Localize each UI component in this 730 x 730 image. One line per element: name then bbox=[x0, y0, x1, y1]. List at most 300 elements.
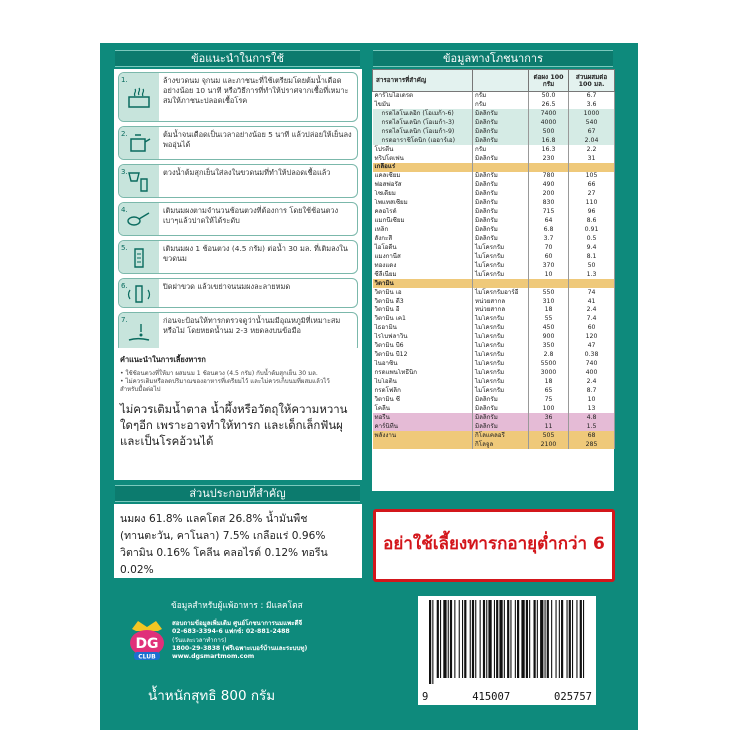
nutrition-row bbox=[373, 181, 615, 190]
nutrition-row bbox=[373, 431, 615, 440]
barcode-bar bbox=[526, 600, 528, 678]
barcode-bar bbox=[507, 600, 509, 678]
nutrient-unit: ไมโครกรัม bbox=[473, 342, 529, 351]
contact-info bbox=[172, 620, 362, 661]
barcode-bar bbox=[517, 600, 519, 678]
nutrient-unit: หน่วยสากล bbox=[473, 306, 529, 315]
barcode-bar bbox=[472, 600, 474, 678]
nutrient-name: เหล็ก bbox=[373, 226, 473, 235]
nutrient-per100ml: 540 bbox=[569, 118, 615, 127]
sugar-warning: ไม่ควรเติมน้ำตาล น้ำผึ้งหรือวัตถุให้ความหวานใดๆอีก เพราะอาจทำให้ทารก และเด็กเล็กฟันผุ และเป็นโรคอ้วนได้ bbox=[120, 402, 348, 448]
nutrition-row bbox=[373, 306, 615, 315]
nutrient-per100g bbox=[529, 163, 569, 172]
nutrient-per100g: 16.3 bbox=[529, 145, 569, 154]
nutrient-name: ซีลีเนียม bbox=[373, 270, 473, 279]
nutrient-unit: ไมโครกรัมอาร์อี bbox=[473, 288, 529, 297]
nutrition-row bbox=[373, 163, 615, 172]
recommendation-line: • ใช้ช้อนตวงที่ให้มา ผสมนม 1 ช้อนตวง (4.5 กรัม) กับน้ำต้มสุกเย็น 30 มล. bbox=[120, 370, 318, 377]
nutrient-per100ml: 74 bbox=[569, 288, 615, 297]
wrist-test-icon: 7. bbox=[119, 313, 159, 352]
nutrient-unit: ไมโครกรัม bbox=[473, 369, 529, 378]
nutrition-row bbox=[373, 190, 615, 199]
nutrition-row bbox=[373, 252, 615, 261]
nutrient-name: คาร์นิทีน bbox=[373, 422, 473, 431]
nutrient-per100ml: 2.2 bbox=[569, 145, 615, 154]
nutrient-per100g: 36 bbox=[529, 413, 569, 422]
barcode-bar bbox=[537, 600, 538, 678]
step-4-text: เติมนมผงตามจำนวนช้อนตวงที่ต้องการ โดยใช้ช้อนตวงเบาๆแล้วปาดให้ได้ระดับ bbox=[163, 206, 339, 225]
nutrition-row bbox=[373, 208, 615, 217]
nutrient-per100ml: 2.04 bbox=[569, 136, 615, 145]
recommendation-line: • ไม่ควรเติมหรือลดปริมาณของอาหารที่เตรียมไว้ และไม่ควรเก็บนมที่ผสมแล้วไว้ bbox=[120, 378, 330, 385]
nutrition-table bbox=[372, 69, 614, 491]
step-4 bbox=[118, 202, 358, 236]
nutrient-per100g: 830 bbox=[529, 199, 569, 208]
step-1-text: ล้างขวดนม จุกนม และภาชนะที่ใช้เตรียมโดยต้มน้ำเดือดอย่างน้อย 10 นาที หรือวิธีการที่ทำให้ปราศจากเชื้อที่เหมาะสมให้ภาชนะปลอดเชื้อโรค bbox=[163, 76, 349, 105]
step-1 bbox=[118, 72, 358, 122]
age-warning: อย่าใช้เลี้ยงทารกอายุต่ำกว่า 6 bbox=[373, 509, 615, 582]
nutrition-row bbox=[373, 199, 615, 208]
step-3 bbox=[118, 164, 358, 198]
nutrient-name: คลอไรด์ bbox=[373, 208, 473, 217]
nutrient-per100g: 70 bbox=[529, 243, 569, 252]
barcode-bar bbox=[534, 600, 536, 678]
nutrient-per100g: 2.8 bbox=[529, 351, 569, 360]
ingredients-panel bbox=[114, 504, 362, 578]
nutrition-title: ข้อมูลทางโภชนาการ bbox=[373, 50, 613, 67]
barcode-bar bbox=[556, 600, 557, 678]
nutrient-per100ml: 66 bbox=[569, 181, 615, 190]
barcode-bar bbox=[510, 600, 511, 678]
nutrient-per100ml: 0.38 bbox=[569, 351, 615, 360]
barcode-digit-group: 025757 bbox=[554, 691, 592, 703]
nutrient-unit: หน่วยสากล bbox=[473, 297, 529, 306]
nutrient-per100g: 11 bbox=[529, 422, 569, 431]
barcode-bar bbox=[540, 600, 543, 678]
barcode-bar bbox=[494, 600, 495, 678]
barcode-bar bbox=[545, 600, 546, 678]
nutrient-name: สังกะสี bbox=[373, 235, 473, 244]
nutrient-per100ml bbox=[569, 279, 615, 288]
barcode-bar bbox=[496, 600, 498, 678]
nutrition-row bbox=[373, 413, 615, 422]
nutrient-per100ml: 50 bbox=[569, 261, 615, 270]
nutrient-unit: ไมโครกรัม bbox=[473, 252, 529, 261]
nutrition-row bbox=[373, 100, 615, 109]
step-6-text: ปิดฝาขวด แล้วเขย่าจนนมผงละลายหมด bbox=[163, 282, 291, 291]
nutrient-per100ml: 13 bbox=[569, 404, 615, 413]
barcode-bar bbox=[576, 600, 577, 678]
nutrition-row bbox=[373, 288, 615, 297]
nutrition-row bbox=[373, 92, 615, 101]
nutrient-per100ml: 9.4 bbox=[569, 243, 615, 252]
barcode-bar bbox=[462, 600, 463, 678]
nutrient-per100g: 500 bbox=[529, 127, 569, 136]
nutrient-unit: ไมโครกรัม bbox=[473, 351, 529, 360]
contact-line: (วันและเวลาทำการ) bbox=[172, 636, 227, 644]
nutrient-name: กรดไลโนเลอิก (โอเมก้า-6) bbox=[373, 109, 473, 118]
barcode-bar bbox=[437, 600, 439, 678]
nutrient-unit: มิลลิกรัม bbox=[473, 127, 529, 136]
barcode-bar bbox=[547, 600, 549, 678]
nutrient-per100g: 490 bbox=[529, 181, 569, 190]
step-7-text: ก่อนจะป้อนให้ทารกตรวจดูว่าน้ำนมมีอุณหภูมิที่เหมาะสมหรือไม่ โดยหยดน้ำนม 2-3 หยดลงบนข้อมือ bbox=[163, 316, 341, 335]
nutrition-row bbox=[373, 369, 615, 378]
barcode-bar bbox=[561, 600, 563, 678]
nutrient-per100g: 18 bbox=[529, 306, 569, 315]
nutrient-name: ไบโอติน bbox=[373, 378, 473, 387]
nutrient-unit: ไมโครกรัม bbox=[473, 378, 529, 387]
nutrient-per100ml: 31 bbox=[569, 154, 615, 163]
step-5 bbox=[118, 240, 358, 274]
barcode-bar bbox=[580, 600, 582, 678]
nutrient-unit: มิลลิกรัม bbox=[473, 109, 529, 118]
barcode-bar bbox=[572, 600, 573, 678]
nutrition-row bbox=[373, 333, 615, 342]
nutrient-per100g: 16.8 bbox=[529, 136, 569, 145]
nutrient-per100ml: 68 bbox=[569, 431, 615, 440]
nutrient-unit: ไมโครกรัม bbox=[473, 360, 529, 369]
barcode-bar bbox=[480, 600, 481, 678]
barcode-bar bbox=[464, 600, 466, 678]
barcode-bar bbox=[529, 600, 530, 678]
nutrition-row bbox=[373, 404, 615, 413]
nutrient-name: กรดโฟลิก bbox=[373, 386, 473, 395]
nutrient-name: กรดไลโนเลนิก (โอเมก้า-3) bbox=[373, 118, 473, 127]
nutrient-unit: กรัม bbox=[473, 92, 529, 101]
barcode-bar bbox=[448, 600, 449, 678]
barcode-bar bbox=[483, 600, 485, 678]
barcode-bar bbox=[429, 600, 431, 684]
nutrient-unit: มิลลิกรัม bbox=[473, 199, 529, 208]
usage-title: ข้อแนะนำในการใช้ bbox=[115, 50, 360, 67]
nutrient-name: พลังงาน bbox=[373, 431, 473, 440]
nutrition-row bbox=[373, 315, 615, 324]
nutrient-unit: มิลลิกรัม bbox=[473, 422, 529, 431]
col-header-per100ml: ส่วนผสมต่อ 100 มล. bbox=[569, 70, 615, 92]
nutrient-unit bbox=[473, 279, 529, 288]
nutrient-per100ml: 67 bbox=[569, 127, 615, 136]
logo-sub: CLUB bbox=[138, 653, 156, 661]
nutrient-name: แคลเซียม bbox=[373, 172, 473, 181]
nutrient-per100g: 60 bbox=[529, 252, 569, 261]
nutrient-per100ml: 8.7 bbox=[569, 386, 615, 395]
nutrient-per100g bbox=[529, 279, 569, 288]
nutrient-per100ml: 8.6 bbox=[569, 217, 615, 226]
nutrition-row bbox=[373, 127, 615, 136]
dg-club-logo bbox=[128, 619, 166, 665]
nutrient-unit: มิลลิกรัม bbox=[473, 208, 529, 217]
barcode-bar bbox=[486, 600, 487, 678]
nutrient-per100g: 370 bbox=[529, 261, 569, 270]
step-3-text: ตวงน้ำต้มสุกเย็นใส่ลงในขวดนมที่ทำให้ปลอดเชื้อแล้ว bbox=[163, 168, 331, 177]
barcode-bar bbox=[515, 600, 516, 678]
step-5-text: เติมนมผง 1 ช้อนตวง (4.5 กรัม) ต่อน้ำ 30 มล. ที่เติมลงในขวดนม bbox=[163, 244, 348, 263]
nutrient-unit: มิลลิกรัม bbox=[473, 136, 529, 145]
nutrition-row bbox=[373, 395, 615, 404]
nutrient-per100g: 10 bbox=[529, 270, 569, 279]
nutrient-per100ml: 110 bbox=[569, 199, 615, 208]
nutrition-row bbox=[373, 386, 615, 395]
barcode bbox=[418, 596, 596, 705]
kettle-icon: 2. bbox=[119, 127, 159, 159]
barcode-bar bbox=[521, 600, 524, 678]
nutrient-name: ไธอามิน bbox=[373, 324, 473, 333]
nutrition-row bbox=[373, 235, 615, 244]
barcode-digits bbox=[422, 691, 592, 703]
nutrient-name: ไอโอดีน bbox=[373, 243, 473, 252]
nutrition-row bbox=[373, 145, 615, 154]
nutrient-unit: กรัม bbox=[473, 145, 529, 154]
nutrient-name: วิตามิน bbox=[373, 279, 473, 288]
allergen-info: ข้อมูลสำหรับผู้แพ้อาหาร : มีแลคโตส bbox=[171, 600, 303, 610]
nutrition-row bbox=[373, 342, 615, 351]
nutrient-per100g: 26.5 bbox=[529, 100, 569, 109]
barcode-bars bbox=[427, 600, 587, 684]
nutrition-row bbox=[373, 243, 615, 252]
nutrient-unit: มิลลิกรัม bbox=[473, 226, 529, 235]
nutrient-per100ml: 400 bbox=[569, 369, 615, 378]
nutrition-row bbox=[373, 118, 615, 127]
barcode-bar bbox=[488, 600, 491, 678]
nutrition-row bbox=[373, 154, 615, 163]
step-6 bbox=[118, 278, 358, 308]
nutrient-unit: กรัม bbox=[473, 100, 529, 109]
step-2 bbox=[118, 126, 358, 160]
nutrient-per100ml: 3.6 bbox=[569, 100, 615, 109]
nutrient-name: วิตามิน เค1 bbox=[373, 315, 473, 324]
barcode-bar bbox=[499, 600, 502, 678]
nutrient-per100g: 350 bbox=[529, 342, 569, 351]
nutrient-unit: มิลลิกรัม bbox=[473, 235, 529, 244]
nutrient-per100g: 64 bbox=[529, 217, 569, 226]
nutrient-per100ml: 4.8 bbox=[569, 413, 615, 422]
nutrition-row bbox=[373, 270, 615, 279]
nutrient-unit: ไมโครกรัม bbox=[473, 243, 529, 252]
nutrient-per100ml: 10 bbox=[569, 395, 615, 404]
barcode-bar bbox=[475, 600, 476, 678]
nutrient-name: กรดไลโนเลนิก (โอเมก้า-9) bbox=[373, 127, 473, 136]
measure-bottle-icon: 5. bbox=[119, 241, 159, 273]
nutrition-row bbox=[373, 172, 615, 181]
nutrient-name bbox=[373, 440, 473, 449]
nutrient-per100ml: 8.1 bbox=[569, 252, 615, 261]
nutrient-per100ml: 60 bbox=[569, 324, 615, 333]
recommendation-line: สำหรับมื้อต่อไป bbox=[120, 386, 161, 393]
nutrient-per100g: 505 bbox=[529, 431, 569, 440]
nutrient-unit: ไมโครกรัม bbox=[473, 270, 529, 279]
nutrient-name: กรดอาราชิโดนิก (เออาร์เอ) bbox=[373, 136, 473, 145]
nutrient-name: วิตามิน ดี3 bbox=[373, 297, 473, 306]
nutrient-name: เกลือแร่ bbox=[373, 163, 473, 172]
nutrient-unit: มิลลิกรัม bbox=[473, 181, 529, 190]
barcode-bar bbox=[454, 600, 455, 678]
net-weight: น้ำหนักสุทธิ 800 กรัม bbox=[148, 688, 276, 704]
nutrient-name: แมกนีเซียม bbox=[373, 217, 473, 226]
nutrient-name: กรดแพนโทธีนิก bbox=[373, 369, 473, 378]
nutrient-per100g: 100 bbox=[529, 404, 569, 413]
nutrient-per100ml: 41 bbox=[569, 297, 615, 306]
nutrient-per100ml: 285 bbox=[569, 440, 615, 449]
barcode-bar bbox=[470, 600, 471, 678]
nutrient-per100ml: 7.4 bbox=[569, 315, 615, 324]
nutrient-per100ml: 2.4 bbox=[569, 378, 615, 387]
nutrition-row bbox=[373, 226, 615, 235]
nutrition-row bbox=[373, 109, 615, 118]
nutrient-name: ไรโบฟลาวิน bbox=[373, 333, 473, 342]
nutrient-per100ml: 1000 bbox=[569, 109, 615, 118]
nutrient-per100g: 230 bbox=[529, 154, 569, 163]
step-2-text: ต้มน้ำจนเดือดเป็นเวลาอย่างน้อย 5 นาที แล้วปล่อยให้เย็นลงพออุ่นได้ bbox=[163, 130, 352, 149]
nutrient-per100ml bbox=[569, 163, 615, 172]
nutrient-name: วิตามิน บี6 bbox=[373, 342, 473, 351]
nutrient-unit: มิลลิกรัม bbox=[473, 118, 529, 127]
nutrient-name: วิตามิน เอ bbox=[373, 288, 473, 297]
nutrient-unit: มิลลิกรัม bbox=[473, 190, 529, 199]
nutrient-per100ml: 1.3 bbox=[569, 270, 615, 279]
barcode-bar bbox=[450, 600, 452, 678]
nutrient-unit: มิลลิกรัม bbox=[473, 172, 529, 181]
col-header-per100g: ต่อผง 100 กรัม bbox=[529, 70, 569, 92]
barcode-bar bbox=[443, 600, 446, 678]
nutrient-per100g: 780 bbox=[529, 172, 569, 181]
barcode-bar bbox=[432, 600, 433, 684]
nutrient-per100g: 7400 bbox=[529, 109, 569, 118]
nutrient-per100g: 200 bbox=[529, 190, 569, 199]
nutrition-row bbox=[373, 136, 615, 145]
nutrient-per100ml: 27 bbox=[569, 190, 615, 199]
nutrition-row bbox=[373, 217, 615, 226]
nutrient-per100ml: 105 bbox=[569, 172, 615, 181]
nutrition-row bbox=[373, 422, 615, 431]
nutrient-per100ml: 740 bbox=[569, 360, 615, 369]
nutrient-name: ทอรีน bbox=[373, 413, 473, 422]
nutrient-per100g: 715 bbox=[529, 208, 569, 217]
nutrient-unit: ไมโครกรัม bbox=[473, 315, 529, 324]
nutrient-name: โพแทสเซียม bbox=[373, 199, 473, 208]
nutrient-per100g: 50.0 bbox=[529, 92, 569, 101]
nutrient-name: ไนอาซิน bbox=[373, 360, 473, 369]
recommendation-title: คำแนะนำในการเลี้ยงทารก bbox=[120, 355, 206, 364]
nutrient-name: โปรตีน bbox=[373, 145, 473, 154]
recommendation-panel bbox=[114, 348, 362, 480]
nutrient-per100ml: 96 bbox=[569, 208, 615, 217]
bottle-boiling-icon: 1. bbox=[119, 73, 159, 121]
ingredients-title: ส่วนประกอบที่สำคัญ bbox=[115, 485, 360, 502]
nutrient-per100g: 55 bbox=[529, 315, 569, 324]
col-header-nutrient: สารอาหารที่สำคัญ bbox=[373, 70, 473, 92]
barcode-bar bbox=[559, 600, 560, 678]
nutrient-per100g: 900 bbox=[529, 333, 569, 342]
nutrient-per100ml: 2.4 bbox=[569, 306, 615, 315]
barcode-digit-group: 415007 bbox=[472, 691, 511, 703]
nutrient-unit: กิโลแคลอรี bbox=[473, 431, 529, 440]
nutrition-row bbox=[373, 261, 615, 270]
nutrient-per100ml: 6.7 bbox=[569, 92, 615, 101]
barcode-bar bbox=[440, 600, 441, 678]
nutrient-unit: ไมโครกรัม bbox=[473, 324, 529, 333]
barcode-bar bbox=[569, 600, 571, 678]
nutrient-name: คาร์โบไฮเดรต bbox=[373, 92, 473, 101]
nutrient-per100g: 75 bbox=[529, 395, 569, 404]
usage-panel bbox=[114, 69, 362, 355]
nutrient-unit: ไมโครกรัม bbox=[473, 261, 529, 270]
nutrition-row bbox=[373, 279, 615, 288]
nutrient-name: วิตามิน ซี bbox=[373, 395, 473, 404]
nutrient-name: แมงกานีส bbox=[373, 252, 473, 261]
contact-hotline: 1800-29-3838 (ฟรีเฉพาะเบอร์บ้านและระบบทู) bbox=[172, 644, 308, 652]
nutrient-name: ทริปโตเฟน bbox=[373, 154, 473, 163]
nutrition-row bbox=[373, 378, 615, 387]
nutrient-unit: มิลลิกรัม bbox=[473, 413, 529, 422]
nutrient-unit: ไมโครกรัม bbox=[473, 386, 529, 395]
shake-bottle-icon: 6. bbox=[119, 279, 159, 307]
nutrient-name: ทองแดง bbox=[373, 261, 473, 270]
nutrition-row bbox=[373, 360, 615, 369]
nutrition-row bbox=[373, 324, 615, 333]
nutrient-unit: กิโลจูล bbox=[473, 440, 529, 449]
barcode-bar bbox=[459, 600, 460, 678]
nutrient-per100g: 18 bbox=[529, 378, 569, 387]
ingredients-text: นมผง 61.8% แลคโตส 26.8% น้ำมันพืช (ทานตะวัน, คาโนลา) 7.5% เกลือแร่ 0.96% วิตามิน 0.16% โคลีน คลอไรด์ 0.12% ทอรีน 0.02% bbox=[120, 513, 328, 576]
nutrient-unit: มิลลิกรัม bbox=[473, 395, 529, 404]
nutrient-name: ฟอสฟอรัส bbox=[373, 181, 473, 190]
barcode-bar bbox=[551, 600, 552, 678]
nutrient-per100g: 5500 bbox=[529, 360, 569, 369]
nutrient-per100ml: 1.5 bbox=[569, 422, 615, 431]
nutrient-per100ml: 0.91 bbox=[569, 226, 615, 235]
scoop-icon: 4. bbox=[119, 203, 159, 235]
nutrient-unit: มิลลิกรัม bbox=[473, 404, 529, 413]
barcode-digit-group: 9 bbox=[422, 691, 429, 703]
nutrient-unit: มิลลิกรัม bbox=[473, 217, 529, 226]
barcode-bar bbox=[504, 600, 505, 678]
nutrient-per100g: 65 bbox=[529, 386, 569, 395]
contact-line: สอบถามข้อมูลเพิ่มเติม ศูนย์โภชนาการนมแพะดีจี bbox=[172, 620, 303, 627]
nutrient-unit: มิลลิกรัม bbox=[473, 154, 529, 163]
nutrient-per100g: 2100 bbox=[529, 440, 569, 449]
contact-phone: 02-683-3394-6 แฟกซ์: 02-881-2488 bbox=[172, 628, 290, 636]
nutrition-row bbox=[373, 351, 615, 360]
nutrient-per100g: 550 bbox=[529, 288, 569, 297]
nutrient-unit bbox=[473, 163, 529, 172]
nutrient-per100g: 4000 bbox=[529, 118, 569, 127]
col-header-unit bbox=[473, 70, 529, 92]
contact-website: www.dgsmartmom.com bbox=[172, 653, 255, 661]
nutrient-per100g: 3.7 bbox=[529, 235, 569, 244]
nutrient-per100g: 310 bbox=[529, 297, 569, 306]
nutrient-name: โซเดียม bbox=[373, 190, 473, 199]
nutrition-row bbox=[373, 440, 615, 449]
barcode-bar bbox=[567, 600, 568, 678]
nutrient-name: วิตามิน อี bbox=[373, 306, 473, 315]
nutrient-per100ml: 47 bbox=[569, 342, 615, 351]
nutrient-name: วิตามิน บี12 bbox=[373, 351, 473, 360]
nutrient-per100ml: 0.5 bbox=[569, 235, 615, 244]
nutrient-per100g: 6.8 bbox=[529, 226, 569, 235]
nutrient-per100g: 3000 bbox=[529, 369, 569, 378]
barcode-bar bbox=[583, 600, 584, 678]
nutrient-per100ml: 120 bbox=[569, 333, 615, 342]
pour-water-icon: 3. bbox=[119, 165, 159, 197]
nutrient-unit: ไมโครกรัม bbox=[473, 333, 529, 342]
nutrient-name: ไขมัน bbox=[373, 100, 473, 109]
nutrient-per100g: 450 bbox=[529, 324, 569, 333]
step-7 bbox=[118, 312, 358, 353]
nutrient-name: โคลีน bbox=[373, 404, 473, 413]
logo-text: DG bbox=[135, 636, 159, 652]
nutrition-row bbox=[373, 297, 615, 306]
